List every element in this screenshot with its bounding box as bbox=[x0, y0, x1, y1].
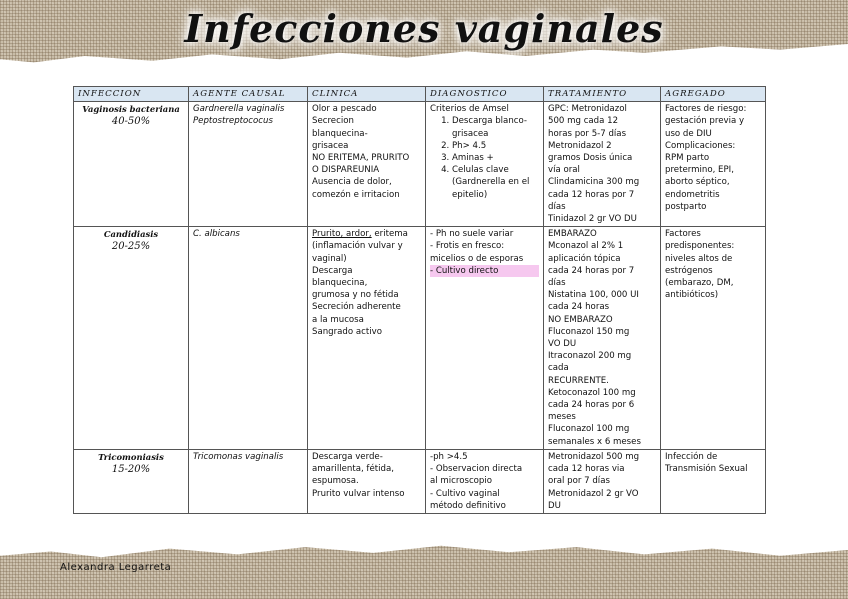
tratamiento-line: VO DU bbox=[548, 339, 577, 350]
cell-agent bbox=[189, 227, 308, 450]
tratamiento-line: cada 24 horas por 6 bbox=[548, 400, 635, 411]
clinica-line: NO ERITEMA, PRURITO bbox=[312, 153, 410, 164]
tratamiento-line: semanales x 6 meses bbox=[548, 436, 641, 447]
tratamiento-line: Ketoconazol 100 mg bbox=[548, 387, 636, 398]
agregado-line: aborto séptico, bbox=[665, 177, 730, 188]
tratamiento-line: NO EMBARAZO bbox=[548, 314, 613, 325]
diagnostico-line: método definitivo bbox=[430, 500, 506, 511]
tratamiento-line: cada 12 horas via bbox=[548, 464, 625, 475]
diagnostico-line: - Ph no suele variar bbox=[430, 229, 514, 240]
tratamiento-line: cada bbox=[548, 363, 569, 374]
tratamiento-line: EMBARAZO bbox=[548, 229, 597, 240]
cell-agregado bbox=[661, 227, 766, 450]
agregado-line: gestación previa y bbox=[665, 116, 745, 127]
agent-line: Gardnerella vaginalis bbox=[193, 104, 285, 115]
diagnostico-item: 1. Descarga blanco-grisacea bbox=[452, 115, 539, 139]
diagnostico-line: - Observacion directa bbox=[430, 464, 523, 475]
header-diagnostico: DIAGNOSTICO bbox=[426, 87, 544, 102]
table-row-vaginosis bbox=[74, 102, 766, 227]
diagnostico-line: micelios o de esporas bbox=[430, 253, 524, 264]
tratamiento-line: días bbox=[548, 278, 566, 289]
cell-diagnostico bbox=[426, 449, 544, 513]
tratamiento-line: cada 24 horas bbox=[548, 302, 610, 313]
agregado-line: postparto bbox=[665, 201, 707, 212]
tratamiento-line: Mconazol al 2% 1 bbox=[548, 241, 624, 252]
tratamiento-line: días bbox=[548, 201, 566, 212]
clinica-line: blanquecina, bbox=[312, 278, 368, 289]
cell-infection bbox=[74, 102, 189, 227]
infection-name: Candidiasis bbox=[103, 229, 159, 240]
agent-line: Tricomonas vaginalis bbox=[193, 451, 284, 462]
header-tratamiento: TRATAMIENTO bbox=[544, 87, 661, 102]
clinica-line: comezón e irritacion bbox=[312, 189, 400, 200]
tratamiento-line: Nistatina 100, 000 UI bbox=[548, 290, 639, 301]
cell-agent bbox=[189, 102, 308, 227]
agregado-line: Factores bbox=[665, 229, 701, 240]
agregado-line: antibióticos) bbox=[665, 290, 719, 301]
diagnostico-item: 3. Aminas + bbox=[452, 152, 539, 164]
cell-clinica bbox=[308, 102, 426, 227]
tratamiento-line: Metronidazol 2 gr VO bbox=[548, 488, 639, 499]
clinica-line: espumosa. bbox=[312, 476, 359, 487]
infection-percent: 20-25% bbox=[111, 241, 151, 253]
clinica-line: Olor a pescado bbox=[312, 104, 377, 115]
cell-diagnostico bbox=[426, 227, 544, 450]
cell-infection bbox=[74, 449, 189, 513]
tratamiento-line: vía oral bbox=[548, 165, 580, 176]
clinica-line: (inflamación vulvar y bbox=[312, 241, 403, 252]
infection-name: Tricomoniasis bbox=[98, 451, 164, 462]
agregado-line: Complicaciones: bbox=[665, 140, 736, 151]
header-clinica: CLINICA bbox=[308, 87, 426, 102]
cell-infection bbox=[74, 227, 189, 450]
tratamiento-line: Fluconazol 150 mg bbox=[548, 326, 630, 337]
clinica-line: vaginal) bbox=[312, 253, 347, 264]
tratamiento-line: Tinidazol 2 gr VO DU bbox=[548, 214, 637, 225]
diagnostico-line: -ph >4.5 bbox=[430, 451, 468, 462]
diagnostico-highlight: - Cultivo directo bbox=[430, 265, 539, 277]
tratamiento-line: gramos Dosis única bbox=[548, 153, 633, 164]
infection-name: Vaginosis bacteriana bbox=[82, 104, 180, 115]
clinica-first-rest: eritema bbox=[371, 229, 408, 240]
tratamiento-line: oral por 7 días bbox=[548, 476, 610, 487]
agregado-line: Infección de bbox=[665, 451, 718, 462]
tratamiento-line: meses bbox=[548, 412, 576, 423]
clinica-line: grumosa y no fétida bbox=[312, 290, 399, 301]
header-agregado: AGREGADO bbox=[661, 87, 766, 102]
cell-tratamiento bbox=[544, 449, 661, 513]
clinica-line: a la mucosa bbox=[312, 314, 364, 325]
cell-clinica bbox=[308, 449, 426, 513]
tratamiento-line: Clindamicina 300 mg bbox=[548, 177, 640, 188]
tratamiento-line: RECURRENTE. bbox=[548, 375, 609, 386]
agregado-line: niveles altos de bbox=[665, 253, 733, 264]
tratamiento-line: horas por 5-7 días bbox=[548, 128, 627, 139]
clinica-line: Secrecion bbox=[312, 116, 354, 127]
clinica-line: Descarga verde- bbox=[312, 451, 383, 462]
infections-table bbox=[73, 86, 766, 514]
diagnostico-item: 4. Celulas clave (Gardnerella en el epitelio) bbox=[452, 164, 539, 201]
tratamiento-line: aplicación tópica bbox=[548, 253, 621, 264]
header-agente-causal: AGENTE CAUSAL bbox=[189, 87, 308, 102]
agent-line: C. albicans bbox=[193, 229, 240, 240]
clinica-line: Secreción adherente bbox=[312, 302, 401, 313]
clinica-line: Prurito vulvar intenso bbox=[312, 488, 405, 499]
agregado-line: estrógenos bbox=[665, 265, 713, 276]
agregado-line: predisponentes: bbox=[665, 241, 735, 252]
tratamiento-line: GPC: Metronidazol bbox=[548, 104, 627, 115]
page-title: Infecciones vaginales bbox=[184, 6, 664, 51]
clinica-line: O DISPAREUNIA bbox=[312, 165, 380, 176]
infection-percent: 40-50% bbox=[111, 116, 151, 128]
diagnostico-intro: Criterios de Amsel bbox=[430, 104, 509, 115]
cell-tratamiento bbox=[544, 102, 661, 227]
diagnostico-line: al microscopio bbox=[430, 476, 493, 487]
agregado-line: pretermino, EPI, bbox=[665, 165, 734, 176]
table-row-candidiasis bbox=[74, 227, 766, 450]
cell-agregado bbox=[661, 102, 766, 227]
clinica-line: grisacea bbox=[312, 140, 349, 151]
diagnostico-item: 2. Ph> 4.5 bbox=[452, 140, 539, 152]
cell-clinica bbox=[308, 227, 426, 450]
clinica-line: Ausencia de dolor, bbox=[312, 177, 392, 188]
infection-percent: 15-20% bbox=[111, 464, 151, 476]
agregado-line: Factores de riesgo: bbox=[665, 104, 747, 115]
tratamiento-line: Metronidazol 2 bbox=[548, 140, 612, 151]
author-name: Alexandra Legarreta bbox=[60, 562, 172, 573]
cell-diagnostico bbox=[426, 102, 544, 227]
cell-agregado bbox=[661, 449, 766, 513]
header-infeccion: INFECCION bbox=[74, 87, 189, 102]
tratamiento-line: cada 12 horas por 7 bbox=[548, 189, 635, 200]
cell-tratamiento bbox=[544, 227, 661, 450]
tratamiento-line: Itraconazol 200 mg bbox=[548, 351, 632, 362]
clinica-line: Sangrado activo bbox=[312, 326, 382, 337]
tratamiento-line: 500 mg cada 12 bbox=[548, 116, 619, 127]
diagnostico-line: - Frotis en fresco: bbox=[430, 241, 505, 252]
tratamiento-line: DU bbox=[548, 500, 561, 511]
table-header-row bbox=[74, 87, 766, 102]
clinica-first-line bbox=[312, 228, 421, 240]
agregado-line: RPM parto bbox=[665, 153, 710, 164]
clinica-line: blanquecina- bbox=[312, 128, 368, 139]
clinica-line: amarillenta, fétida, bbox=[312, 464, 394, 475]
diagnostico-list bbox=[430, 115, 539, 200]
cell-agent bbox=[189, 449, 308, 513]
agregado-line: (embarazo, DM, bbox=[665, 278, 734, 289]
agregado-line: endometritis bbox=[665, 189, 720, 200]
agent-line: Peptostreptococus bbox=[193, 116, 273, 127]
diagnostico-line: - Cultivo vaginal bbox=[430, 488, 500, 499]
tratamiento-line: Fluconazol 100 mg bbox=[548, 424, 630, 435]
clinica-line: Descarga bbox=[312, 265, 353, 276]
clinica-underlined: Prurito, ardor, bbox=[312, 229, 372, 240]
agregado-line: uso de DIU bbox=[665, 128, 712, 139]
agregado-line: Transmisión Sexual bbox=[665, 464, 748, 475]
table-row-tricomoniasis bbox=[74, 449, 766, 513]
tratamiento-line: cada 24 horas por 7 bbox=[548, 265, 635, 276]
tratamiento-line: Metronidazol 500 mg bbox=[548, 451, 640, 462]
